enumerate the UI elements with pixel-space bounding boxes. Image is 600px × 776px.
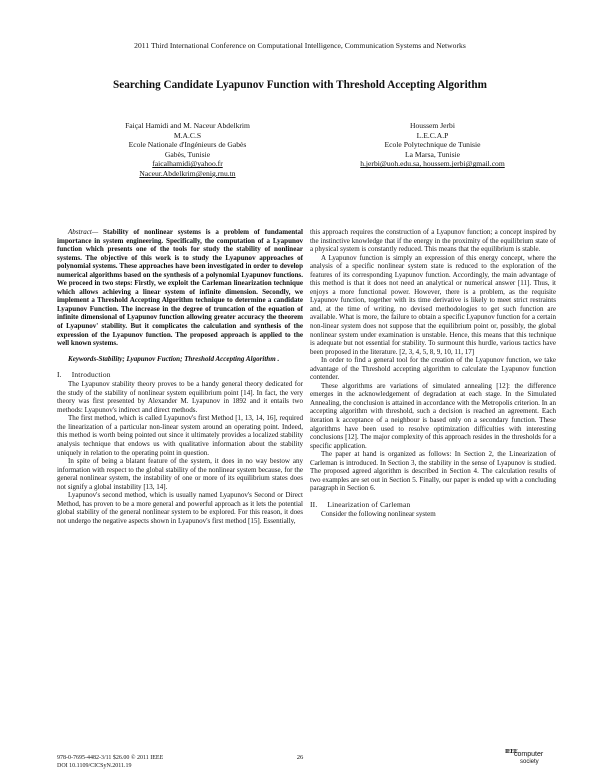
paragraph: In order to find a general tool for the creation of the Lyapunov function, we take advantage of the Threshold accepting algorithm to calculate the Lyapunov function contender.: [310, 356, 556, 382]
author-block-right: [315, 121, 550, 169]
right-column: [310, 228, 556, 519]
paragraph: In spite of being a blatant feature of the system, it does in no way bestow any information with respect to the global stability of the nonlinear system because, for the general nonlinear system, the instability of one or more of its equilibrium states does not signify a global instability [13, 14].: [57, 457, 303, 491]
paragraph: The paper at hand is organized as follows: In Section 2, the Linearization of Carleman is introduced. In Section 3, the stability in the sense of Lyapunov is studied. The proposed agreed algorithm is described in Section 4. The calculation results of two examples are set out in Section 5. Finally, our paper is ended up with a concluding paragraph in Section 6.: [310, 450, 556, 493]
computer-society-logo: [505, 748, 550, 770]
abstract-body: Stability of nonlinear systems is a problem of fundamental importance in system engineering. Specifically, the computation of a Lyapunov function which presents one of the tools for study the stability of nonlinear systems. The objective of this work is to study the Lyapunov approaches of polynomial systems. These approaches have been investigated in order to develop numerical algorithms based on the synthesis of a polynomial Lyapunov functions. We proceed in two steps: Firstly, we exploit the Carleman linearization technique which allows achieving a linear system of infinite dimension. Secondly, we implement a Threshold Accepting Algorithm technique to determine a candidate Lyapunov Function. The increase in the degree of truncation of the equation of infinite dimensional of Lyapunov function allowing greater accuracy the theorem of Lyapunov' stability. But it complicates the calculation and synthesis of the expression of the Lyapunov function. The proposed approach is applied to the well known systems.: [57, 228, 303, 348]
conference-header: 2011 Third International Conference on Computational Intelligence, Communication Systems and Networks: [134, 41, 466, 50]
section-title: Linearization of Carleman: [327, 499, 411, 509]
paragraph: this approach requires the construction of a Lyapunov function; a concept inspired by the instinctive knowledge that if the energy in the proximity of the equilibrium state of a physical system is constantly reduced. This means that the equilibrium is stable.: [310, 228, 556, 254]
logo-word-computer: computer: [514, 751, 544, 758]
author-block-left: [70, 121, 305, 179]
section-heading-carleman: [310, 500, 556, 510]
paragraph: Lyapunov's second method, which is usually named Lyapunov's Second or Direct Method, has proven to be a more general and powerful approach as it lets the potential global stability of the general nonlinear system to be explored. For this reason, it does not undergo the negative aspects shown in Lyapunov's first method [15]. Essentially,: [57, 491, 303, 525]
abstract: [57, 228, 303, 348]
author-names: Faiçal Hamidi and M. Naceur Abdelkrim: [125, 121, 250, 130]
author-email-link[interactable]: h.jerbi@uoh.edu.sa, houssem.jerbi@gmail.com: [360, 159, 505, 169]
author-names: Houssem Jerbi: [410, 121, 455, 130]
section-title: Introduction: [71, 370, 111, 380]
author-email-link[interactable]: Naceur.Abdelkrim@enig.rnu.tn: [139, 168, 236, 178]
keywords: Keywords-Stability; Lyapunov Fuction; Threshold Accepting Algorithm .: [68, 354, 280, 363]
author-lab: L.E.C.A.P: [416, 130, 449, 140]
logo-word-society: society: [520, 759, 539, 765]
author-location: La Marsa, Tunisie: [404, 149, 461, 159]
footer-isbn: 978-0-7695-4482-3/11 $26.00 © 2011 IEEE: [57, 755, 164, 761]
section-heading-introduction: [57, 370, 303, 380]
logo-mark: IEEE: [505, 749, 518, 755]
paragraph: Consider the following nonlinear system: [321, 509, 436, 518]
left-column: [57, 228, 303, 526]
author-location: Gabès, Tunisie: [164, 149, 211, 159]
abstract-lead: Abstract—: [68, 228, 99, 236]
author-email-link[interactable]: faicalhamidi@yahoo.fr: [152, 159, 223, 169]
section-number: I.: [57, 370, 62, 380]
paragraph: These algorithms are variations of simulated annealing [12]: the difference emerges in the acknowledgement of degradation at each stage. In the Simulated Annealing, the conclusion is attained in accordance with the Metropolis criterion. In an accepting algorithm with threshold, such a decision is reached an agreement. Each iteration k acceptance of a neighbour is based only on a secondary function. These algorithms have been used to resolve optimization difficulties with interesting conclusions [12]. The major complexity of this approach resides in the thresholds for a specific application.: [310, 381, 556, 450]
author-school: Ecole Polytechnique de Tunisie: [384, 140, 481, 150]
section-number: II.: [310, 499, 318, 509]
author-lab: M.A.C.S: [173, 130, 202, 140]
page-number: 26: [296, 754, 304, 761]
paper-title: Searching Candidate Lyapunov Function with Threshold Accepting Algorithm: [113, 79, 487, 91]
paragraph: The Lyapunov stability theory proves to be a handy general theory dedicated for the study of the stability of nonlinear system equilibrium point [14]. In fact, the very theory was first presented by Alexander M. Lyapunov in 1892 and it entails two methods: Lyapunov's indirect and direct methods.: [57, 380, 303, 414]
author-school: Ecole Nationale d'Ingénieurs de Gabès: [128, 140, 247, 150]
footer-doi: DOI 10.1109/CICSyN.2011.19: [57, 763, 132, 769]
paragraph: The first method, which is called Lyapunov's first Method [1, 13, 14, 16], required the linearization of a particular non-linear system around an operating point. Indeed, this method is worth being pointed out since it ultimately provides a localized stability analysis technique that endows us with qualitative information about the stability uniquely in relation to the operating point in question.: [57, 414, 303, 457]
paragraph: A Lyapunov function is simply an expression of this energy concept, where the analysis of a specific nonlinear system state is reduced to the exploration of the features of its corresponding Lyapunov function. Accordingly, the main advantage of this method is that it does not need an analytical or numerical answer [11]. Thus, it enjoys a more functional power. However, there is a problem, as the requisite Lyapunov function, together with its time derivative is likely to meet strict restraints and, at the time of writing, no devised methodologies to get such function are available. What is more, the failure to obtain a specific Lyapunov function for a certain non-linear system does not suppose that the equilibrium point or, possibly, the global nonlinear system under examination is unstable. Hence, this means that this technique is adequate but not essential for stability. To surmount this hurdle, various tactics have been proposed in the literature. [2, 3, 4, 5, 8, 9, 10, 11, 17]: [310, 253, 556, 356]
